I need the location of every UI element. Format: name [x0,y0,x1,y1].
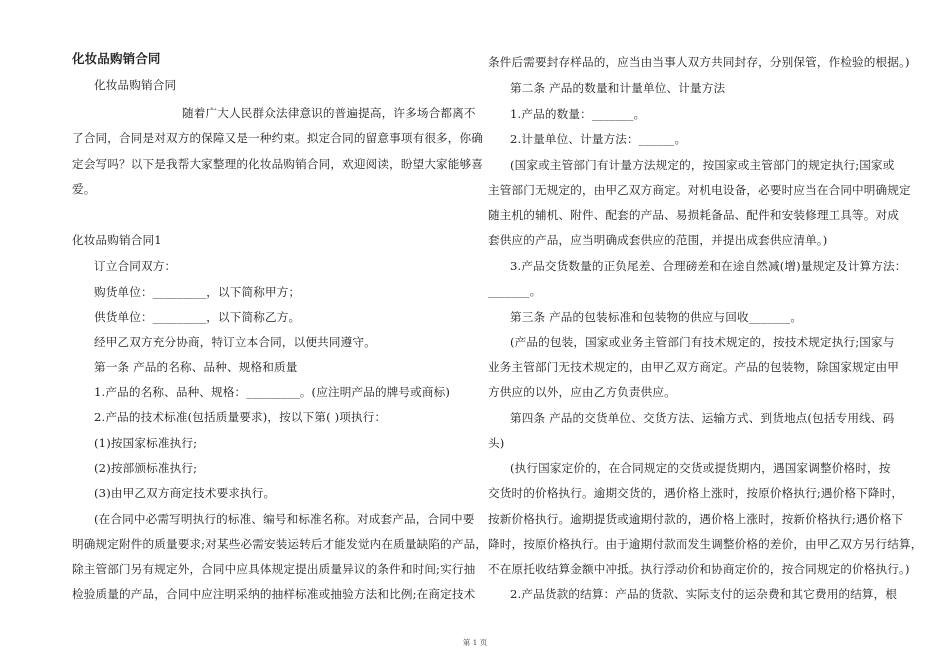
paragraph-line: 1.产品的名称、品种、规格：_________。(应注明产品的牌号或商标) [94,385,451,399]
paragraph-line: (3)由甲乙双方商定技术要求执行。 [94,486,276,500]
paragraph-line: 爱。 [72,182,96,196]
paragraph-line: 第四条 产品的交货单位、交货方法、运输方式、到货地点(包括专用线、码 [510,411,895,425]
paragraph-line: 降时，按原价格执行。由于逾期付款而发生调整价格的差价，由甲乙双方另行结算， [488,537,923,551]
paragraph-line: (在合同中必需写明执行的标准、编号和标准名称。对成套产品，合同中要 [94,512,475,526]
paragraph-line: (执行国家定价的，在合同规定的交货或提货期内，遇国家调整价格时，按 [510,461,891,475]
paragraph-line: 明确规定附件的质量要求;对某些必需安装运转后才能发觉内在质量缺陷的产品， [72,537,488,551]
paragraph-line: 定会写吗？以下是我帮大家整理的化妆品购销合同，欢迎阅读，盼望大家能够喜 [72,157,484,171]
paragraph-line: 购货单位：_________，以下简称甲方； [94,285,301,299]
paragraph-line: 化妆品购销合同1 [72,233,162,247]
paragraph-line: 交货时的价格执行。逾期交货的，遇价格上涨时，按原价格执行;遇价格下降时， [488,486,904,500]
paragraph-line: 经甲乙双方充分协商，特订立本合同，以便共同遵守。 [94,335,376,349]
document-title: 化妆品购销合同 [72,51,161,66]
paragraph-line: (1)按国家标准执行; [94,436,198,450]
paragraph-line: _______。 [488,284,542,298]
paragraph-line: 2.计量单位、计量方法：______。 [510,132,687,146]
paragraph-line: 条件后需要封存样品的，应当由当事人双方共同封存，分别保管，作检验的根据。) [488,55,910,69]
paragraph-line: 随主机的辅机、附件、配套的产品、易损耗备品、配件和安装修理工具等。对成 [488,208,900,222]
paragraph-line: 第一条 产品的名称、品种、规格和质量 [94,360,298,374]
page-footer: 第 1 页 [462,638,488,647]
paragraph-line: 业务主管部门无技术规定的，由甲乙双方商定。产品的包装物，除国家规定由甲 [488,360,900,374]
paragraph-line: 供货单位：_________，以下简称乙方。 [94,310,301,324]
paragraph-line: 除主管部门另有规定外，合同中应具体规定提出质量异议的条件和时间;实行抽 [72,562,476,576]
paragraph-line: 随着广大人民群众法律意识的普遍提高，许多场合都离不 [182,106,476,120]
paragraph-line: 检验质量的产品，合同中应注明采纳的抽样标准或抽验方法和比例;在商定技术 [72,587,476,601]
paragraph-line: 套供应的产品，应当明确成套供应的范围，并提出成套供应清单。) [488,233,828,247]
paragraph-line: (2)按部颁标准执行; [94,461,198,475]
paragraph-line: 化妆品购销合同 [94,78,177,92]
paragraph-line: (产品的包装，国家或业务主管部门有技术规定的，按技术规定执行;国家与 [510,335,895,349]
paragraph-line: 3.产品交货数量的正负尾差、合理磅差和在途自然减(增)量规定及计算方法： [510,259,907,273]
paragraph-line: 按新价格执行。逾期提货或逾期付款的，遇价格上涨时，按新价格执行;遇价格下 [488,512,904,526]
paragraph-line: 第三条 产品的包装标准和包装物的供应与回收_______。 [510,310,803,324]
paragraph-line: 2.产品的技术标准(包括质量要求)，按以下第( )项执行： [94,410,387,424]
paragraph-line: 第二条 产品的数量和计量单位、计量方法 [510,81,726,95]
paragraph-line: 订立合同双方： [94,259,177,273]
paragraph-line: 1.产品的数量：_______。 [510,107,646,121]
paragraph-line: 2.产品货款的结算：产品的货款、实际支付的运杂费和其它费用的结算，根 [510,587,898,601]
paragraph-line: (国家或主管部门有计量方法规定的，按国家或主管部门的规定执行;国家或 [510,158,895,172]
paragraph-line: 不在原托收结算金额中冲抵。执行浮动价和协商定价的，按合同规定的价格执行。) [488,562,910,576]
paragraph-line: 头) [488,436,505,450]
paragraph-line: 方供应的以外，应由乙方负责供应。 [488,385,676,399]
paragraph-line: 了合同，合同是对双方的保障又是一种约束。拟定合同的留意事项有很多，你确 [72,131,484,145]
paragraph-line: 主管部门无规定的，由甲乙双方商定。对机电设备，必要时应当在合同中明确规定 [488,183,911,197]
